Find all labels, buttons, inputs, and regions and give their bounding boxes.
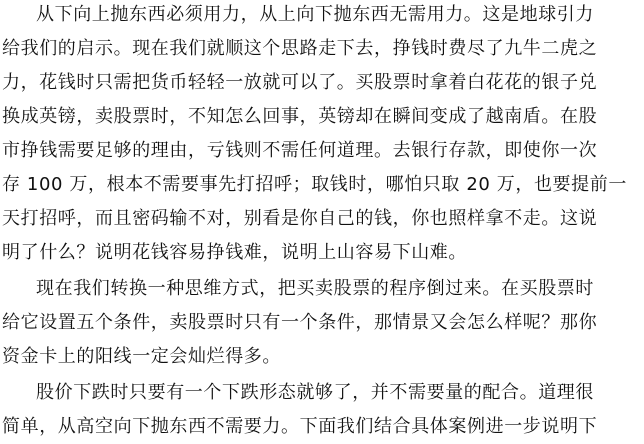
text-line: 换成英镑，卖股票时，不知怎么回事，英镑却在瞬间变成了越南盾。在股 [2, 106, 598, 127]
text-line: 市挣钱需要足够的理由，亏钱则不需任何道理。去银行存款，即使你一次 [2, 140, 598, 161]
text-line: 存 100 万，根本不需要事先打招呼；取钱时，哪怕只取 20 万，也要提前一 [2, 174, 627, 195]
text-line: 股价下跌时只要有一个下跌形态就够了，并不需要量的配合。道理很 [36, 382, 594, 403]
text-line: 资金卡上的阳线一定会灿烂得多。 [2, 346, 281, 367]
text-line: 给我们的启示。现在我们就顺这个思路走下去，挣钱时费尽了九牛二虎之 [2, 38, 598, 59]
text-line: 天打招呼，而且密码输不对，别看是你自己的钱，你也照样拿不走。这说 [2, 208, 598, 229]
text-line: 简单，从高空向下抛东西不需要力。下面我们结合具体案例进一步说明下 [2, 416, 598, 437]
text-line: 力，花钱时只需把货币轻轻一放就可以了。买股票时拿着白花花的银子兑 [2, 72, 598, 93]
text-line: 给它设置五个条件，卖股票时只有一个条件，那情景又会怎么样呢？那你 [2, 312, 598, 333]
text-line: 从下向上抛东西必须用力，从上向下抛东西无需用力。这是地球引力 [36, 4, 594, 25]
text-line: 明了什么？说明花钱容易挣钱难，说明上山容易下山难。 [2, 242, 467, 263]
text-line: 现在我们转换一种思维方式，把买卖股票的程序倒过来。在买股票时 [36, 278, 594, 299]
